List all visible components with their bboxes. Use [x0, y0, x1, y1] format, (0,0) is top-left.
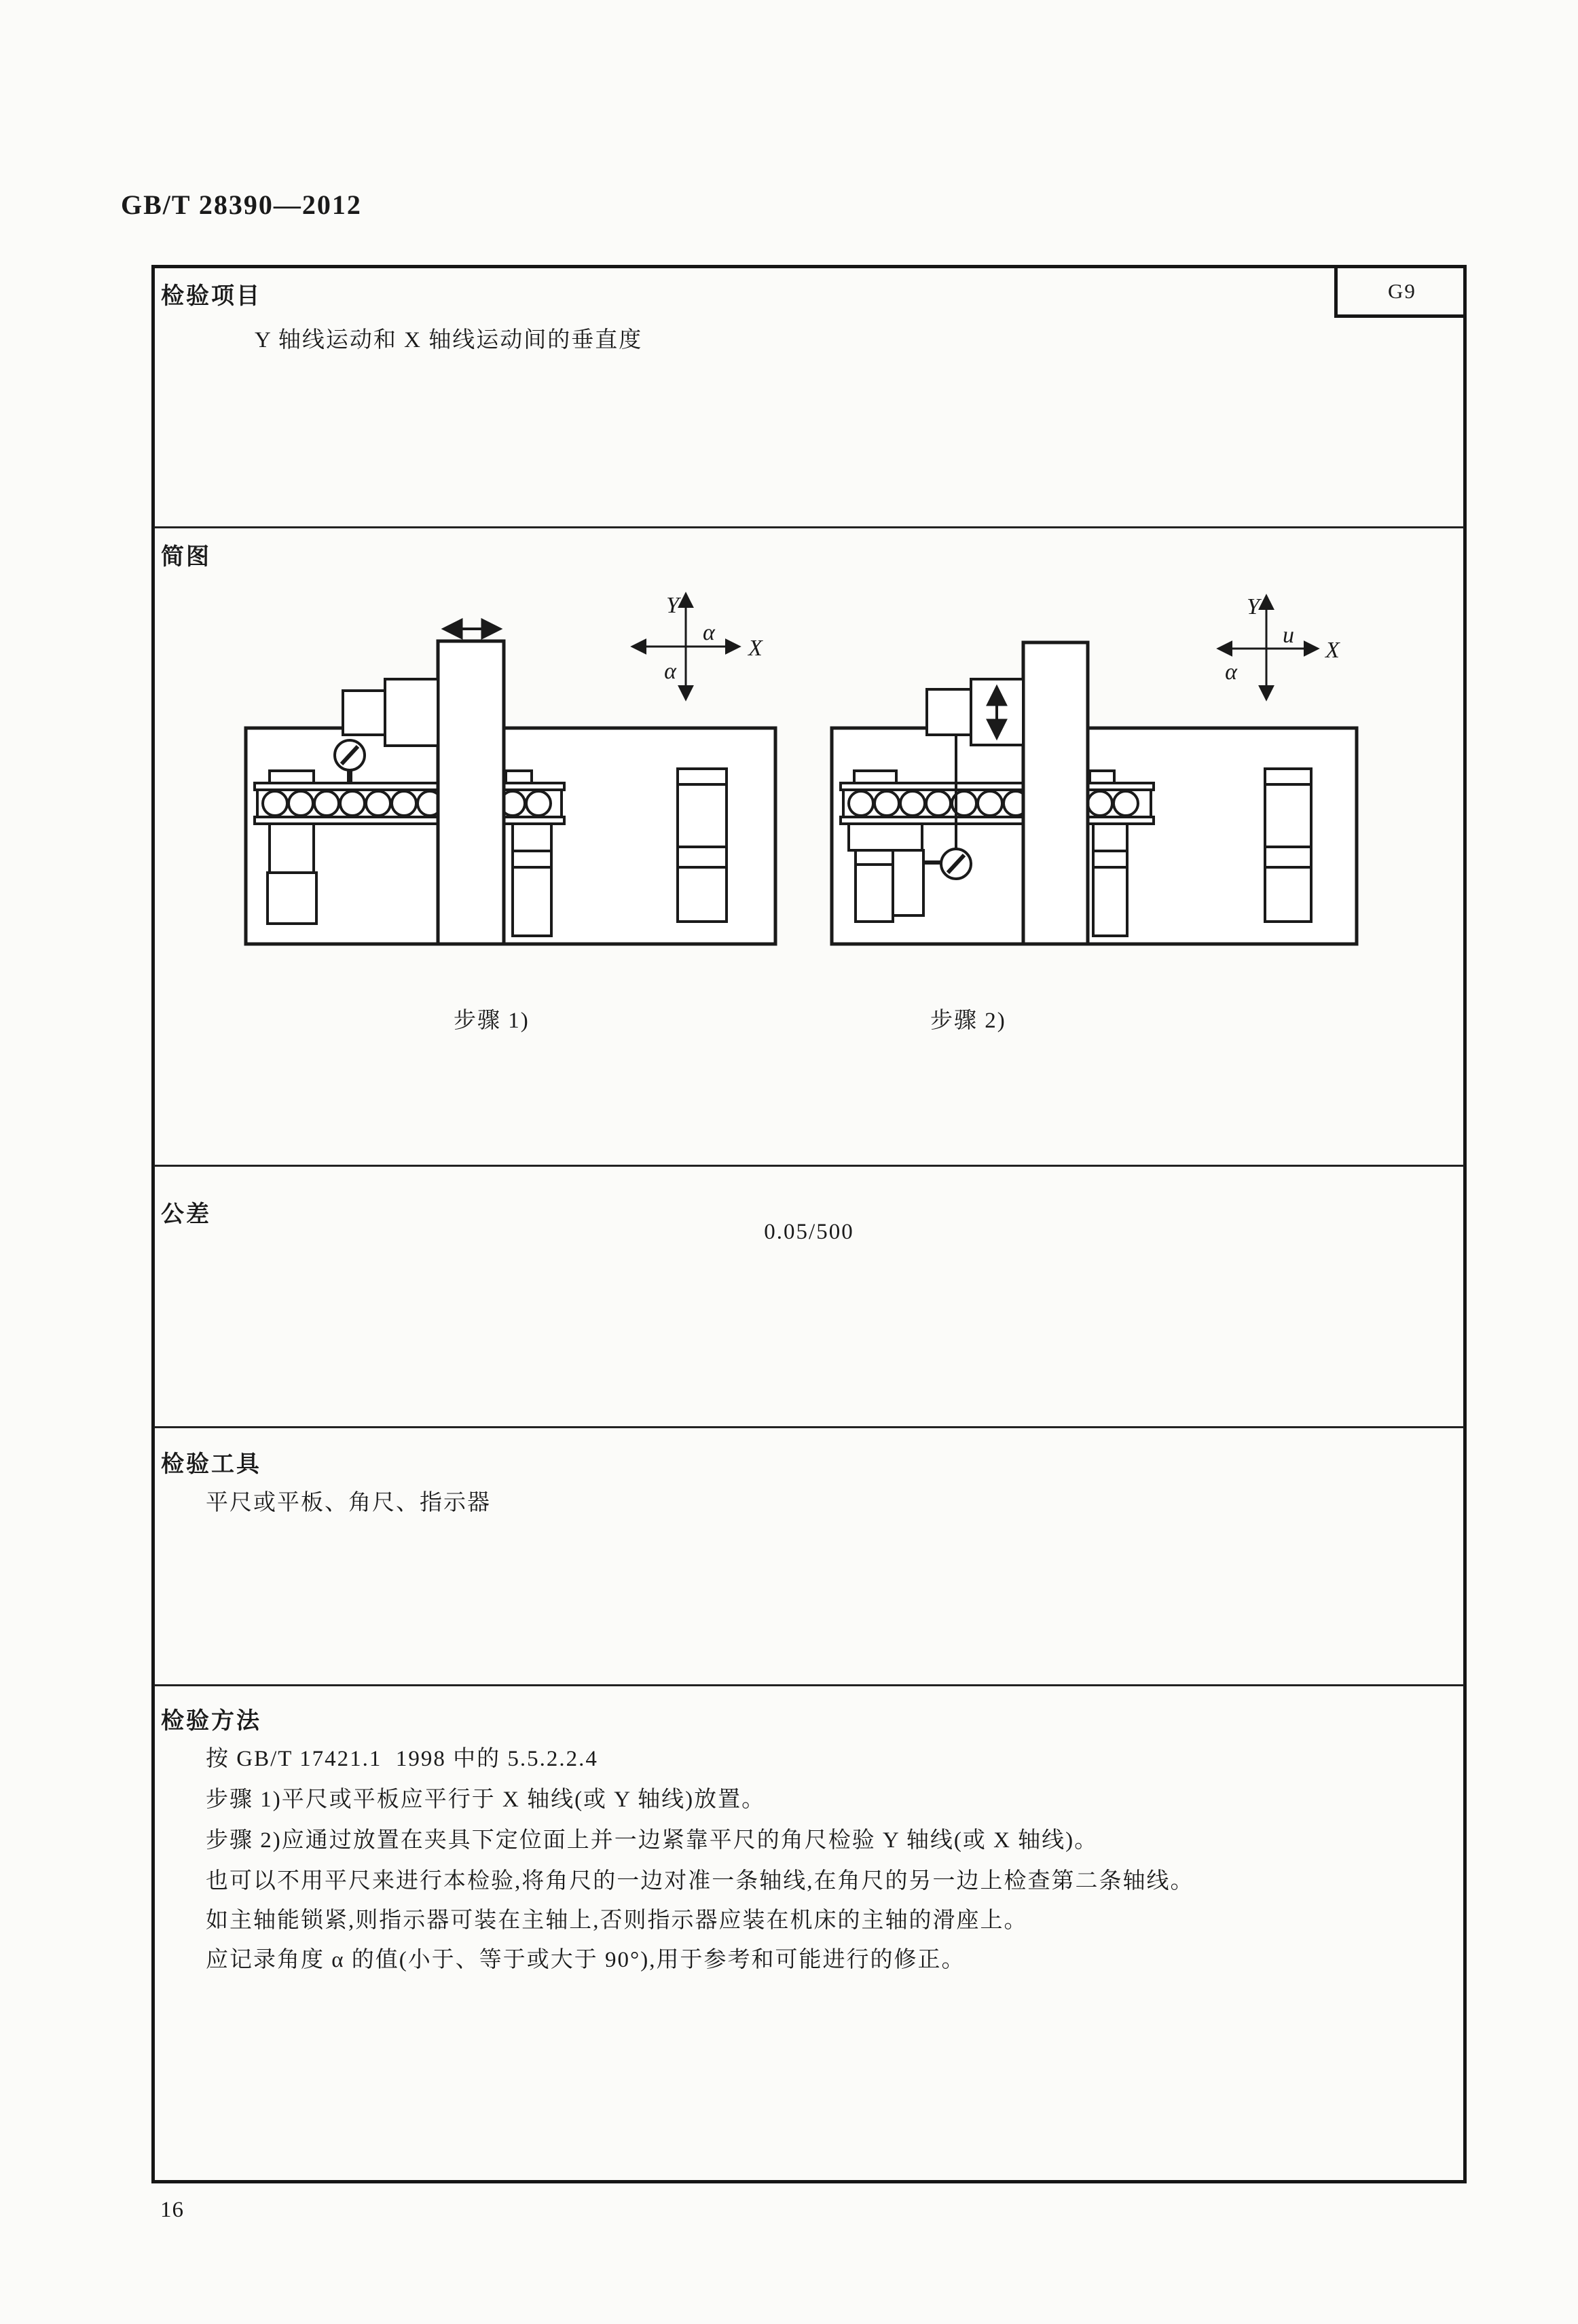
- axis-label-alpha-lower: α: [1225, 659, 1237, 685]
- fixture-and-square: [849, 824, 923, 922]
- method-line: 也可以不用平尺来进行本检验,将角尺的一边对准一条轴线,在角尺的另一边上检查第二条轴线。: [206, 1869, 1194, 1893]
- method-line: 步骤 2)应通过放置在夹具下定位面上并一边紧靠平尺的角尺检验 Y 轴线(或 X 轴线)。: [206, 1828, 1099, 1853]
- section-label-tolerance: 公差: [161, 1202, 211, 1227]
- table-divider: [154, 1165, 1464, 1167]
- try-square: [893, 850, 923, 915]
- figure-step2: [832, 594, 1357, 944]
- slide-block: [1265, 769, 1311, 922]
- coordinate-axes: [1219, 594, 1340, 698]
- support-slider: [1093, 824, 1127, 936]
- axis-label-alpha-upper: u: [1283, 623, 1294, 648]
- page-number: 16: [160, 2198, 184, 2222]
- support-slider: [513, 824, 551, 936]
- document-header: GB/T 28390—2012: [121, 189, 362, 220]
- machine-column: [1023, 642, 1088, 944]
- section-label-method: 检验方法: [161, 1709, 261, 1734]
- method-line: 按 GB/T 17421.1 1998 中的 5.5.2.2.4: [206, 1747, 598, 1771]
- slide-block: [678, 769, 727, 922]
- machine-column: [438, 641, 504, 944]
- figure-caption-step2: 步骤 2): [930, 1009, 1006, 1033]
- section-label-item: 检验项目: [161, 284, 261, 309]
- axis-label-y: Y: [1247, 594, 1260, 619]
- figure-step1: [246, 593, 775, 944]
- coordinate-axes: [634, 593, 763, 698]
- table-divider: [154, 1426, 1464, 1428]
- item-code-cell: [1334, 268, 1467, 318]
- table-divider: [154, 526, 1464, 528]
- item-description: Y 轴线运动和 X 轴线运动间的垂直度: [255, 328, 643, 352]
- axis-label-x: X: [1325, 638, 1340, 663]
- method-line: 应记录角度 α 的值(小于、等于或大于 90°),用于参考和可能进行的修正。: [206, 1948, 966, 1972]
- axis-label-y: Y: [666, 593, 679, 618]
- spindle-head: [927, 679, 1023, 745]
- axis-label-alpha-upper: α: [703, 620, 715, 645]
- support-leg: [268, 824, 316, 924]
- figure-caption-step1: 步骤 1): [454, 1009, 530, 1033]
- spindle-head: [343, 679, 438, 746]
- sketch-figures: [224, 564, 1372, 1039]
- axis-label-alpha-lower: α: [664, 659, 676, 684]
- axis-label-x: X: [748, 636, 763, 661]
- section-label-tools: 检验工具: [161, 1452, 261, 1477]
- method-line: 步骤 1)平尺或平板应平行于 X 轴线(或 Y 轴线)放置。: [206, 1787, 766, 1812]
- table-divider: [154, 1684, 1464, 1686]
- method-line: 如主轴能锁紧,则指示器可装在主轴上,否则指示器应装在机床的主轴的滑座上。: [206, 1908, 1028, 1933]
- item-code: G9: [1388, 279, 1416, 303]
- tools-value: 平尺或平板、角尺、指示器: [206, 1491, 491, 1515]
- tolerance-value: 0.05/500: [764, 1220, 854, 1244]
- section-label-sketch: 简图: [161, 545, 211, 570]
